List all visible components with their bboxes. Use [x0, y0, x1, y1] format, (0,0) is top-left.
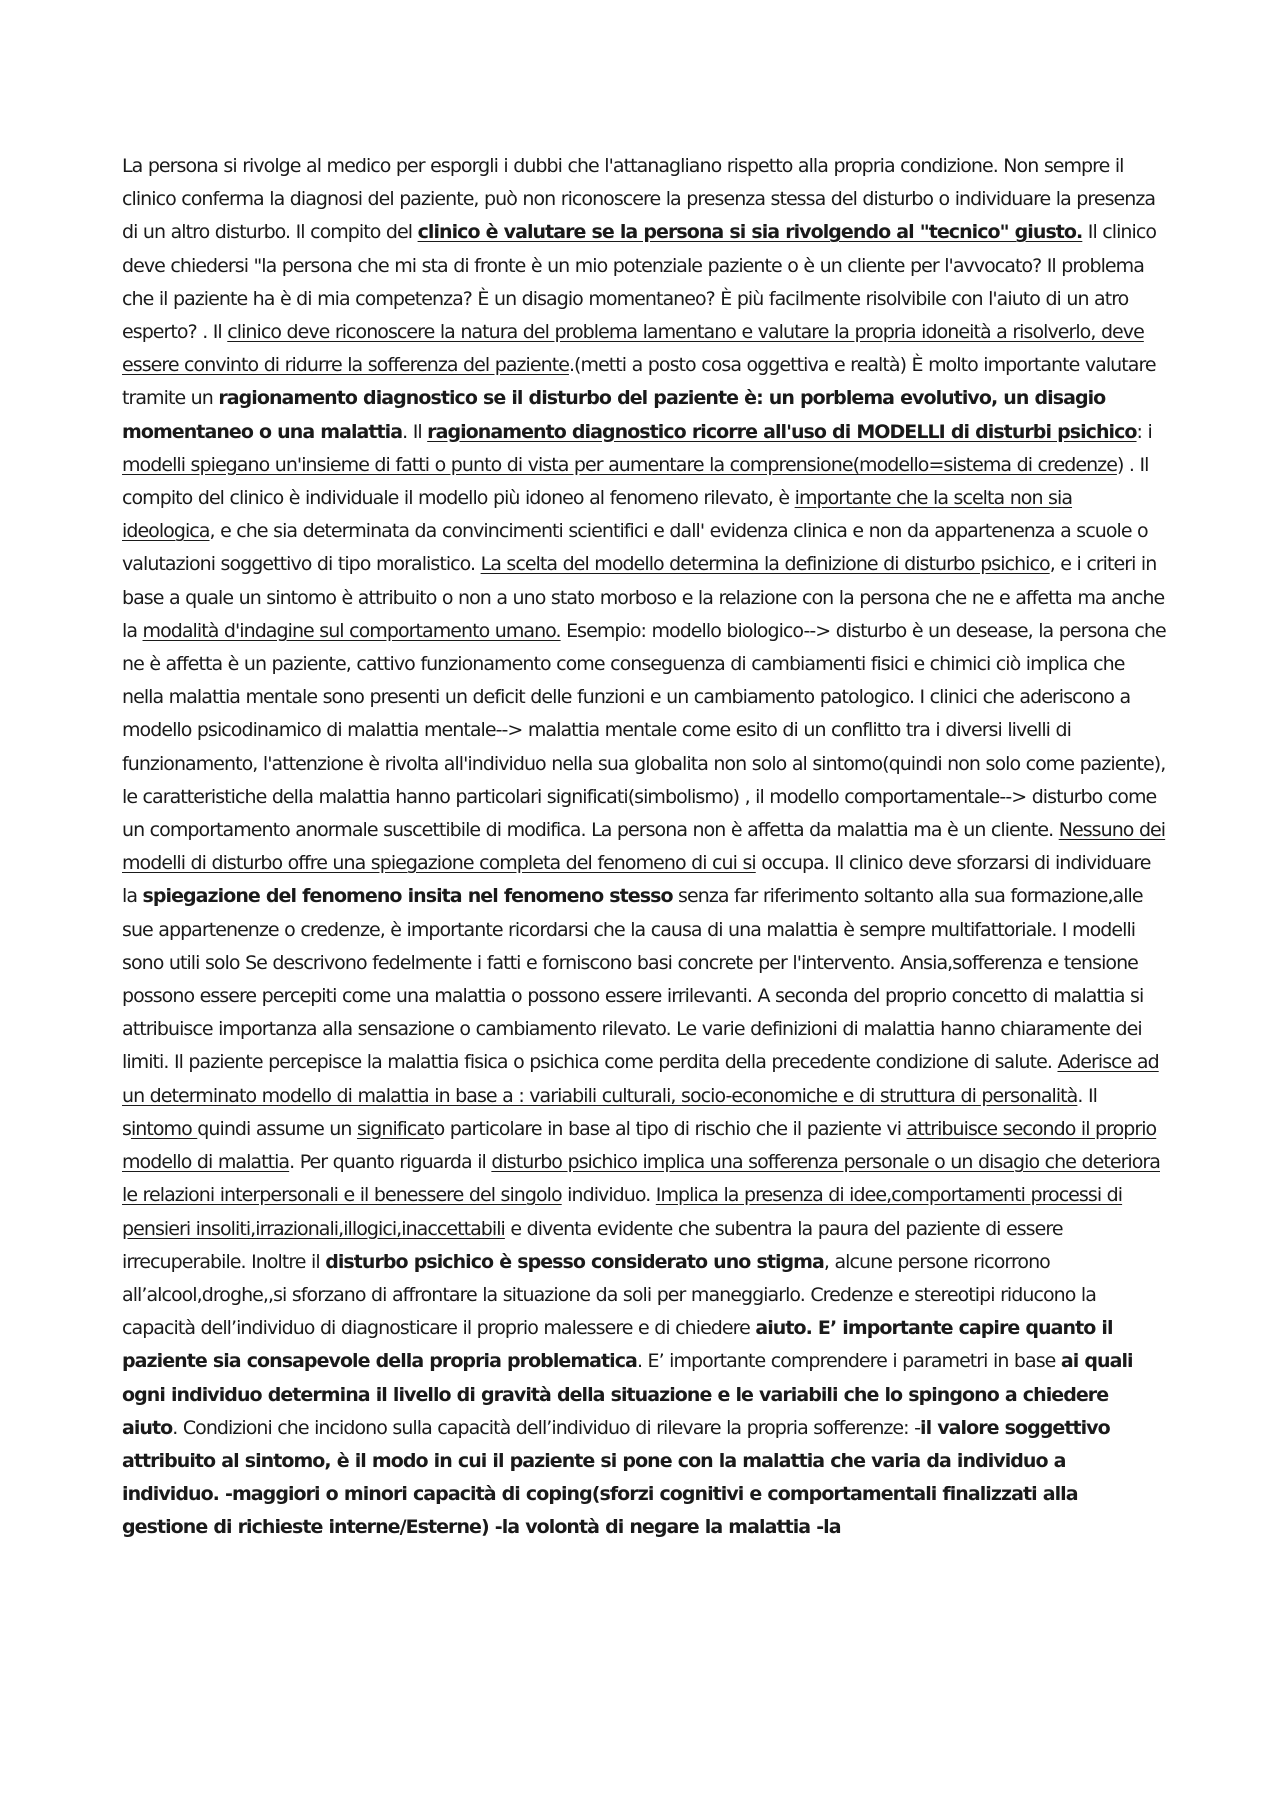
text-run: Il clinico deve chiedersi "la persona che mi sta di fronte è un mio potenziale paziente o è un cliente per l'avvocato? Il problema che il paziente ha è di mia competenza? È un disagio momentaneo? È più facilmente risolvibile con l'aiuto di un atro esperto? . Il — [122, 221, 1157, 344]
underlined-text-run: clinico deve riconoscere la natura del problema lamentano e valutare la propria idoneità a risolverlo, deve essere convinto di ridurre la sofferenza del paziente — [122, 321, 1144, 377]
text-run: La persona si rivolge al medico per esporgli i dubbi che l'attanagliano rispetto alla propria condizione. Non sempre il clinico conferma la diagnosi del paziente, può non riconoscere la presenza stessa del disturbo o individuare la presenza di un altro disturbo. Il compito del — [122, 155, 1156, 244]
text-run: quindi assume un — [197, 1117, 357, 1140]
underlined-text-run: importante che la scelta non sia ideologica — [122, 487, 1073, 543]
underlined-text-run: intomo — [130, 1117, 198, 1140]
body-paragraph — [122, 150, 1168, 1545]
text-run: , e i criteri in base a quale un sintomo è attribuito o non a uno stato morboso e la relazione con la persona che ne e affetta ma anche la — [122, 553, 1165, 642]
text-run: senza far riferimento soltanto alla sua formazione,alle sue appartenenze o credenze, è importante ricordarsi che la causa di una malattia è sempre multifattoriale. I modelli sono utili solo Se descrivono fedelmente i fatti e forniscono basi concrete per l'intervento. Ansia,sofferenza e tensione possono essere percepiti come una malattia o possono essere irrilevanti. A seconda del proprio concetto di malattia si attribuisce importanza alla sensazione o cambiamento rilevato. Le varie definizioni di malattia hanno chiaramente dei limiti. Il paziente percepisce la malattia fisica o psichica come perdita della precedente condizione di salute. — [122, 885, 1144, 1074]
text-run: , e che sia determinata da convincimenti scientifici e dall' evidenza clinica e non da appartenenza a scuole o valutazioni soggettivo di tipo moralistico. — [122, 520, 1148, 576]
bold-text-run: ai quali ogni individuo determina il livello di gravità della situazione e le variabili che lo spingono a chiedere aiuto — [122, 1350, 1133, 1439]
text-run: ) . Il compito del clinico è individuale il modello più idoneo al fenomeno rilevato, è — [122, 453, 1149, 510]
text-run: : i — [1136, 420, 1152, 443]
underlined-text-run: attribuisce secondo il proprio modello di malattia — [122, 1117, 1157, 1174]
text-run: .(metti a posto cosa oggettiva e realtà) È molto importante valutare tramite un — [122, 354, 1156, 410]
text-run: , alcune persone ricorrono all’alcool,droghe,,si sforzano di affrontare la situazione da soli per maneggiarlo. Credenze e stereotipi riducono la capacità dell’individuo di diagnosticare il proprio malessere e di chiedere — [122, 1250, 1096, 1340]
underlined-text-run: disturbo psichico implica una sofferenza personale o un disagio che deteriora le relazioni interpersonali e il benessere del singolo — [122, 1151, 1160, 1207]
underlined-text-run: La scelta del modello determina la definizione di disturbo psichico — [480, 553, 1050, 576]
bold-underlined-text-run: ragionamento diagnostico ricorre all'uso di MODELLI di disturbi psichico — [427, 420, 1137, 443]
underlined-text-run: modelli spiegano un'insieme di fatti o punto di vista per aumentare la comprensione(modello=sistema di credenze — [122, 453, 1117, 476]
underlined-text-run: modalità d'indagine sul comportamento umano. — [142, 619, 561, 642]
text-run: . Il s — [122, 1084, 1097, 1140]
text-run: occupa. Il clinico deve sforzarsi di individuare la — [122, 852, 1151, 908]
underlined-text-run: Aderisce ad un determinato modello di malattia in base a : variabili culturali, socio-economiche e di struttura di personalità — [122, 1051, 1159, 1107]
bold-underlined-text-run: clinico è valutare se la persona si sia rivolgendo al "tecnico" giusto. — [417, 221, 1083, 244]
underlined-text-run: significat — [356, 1117, 434, 1140]
bold-text-run: ragionamento diagnostico se il disturbo del paziente è: un porblema evolutivo, un disagio momentaneo o una malattia — [122, 387, 1106, 443]
bold-text-run: disturbo psichico è spesso considerato uno stigma — [325, 1250, 824, 1273]
text-run: e diventa evidente che subentra la paura del paziente di essere irrecuperabile. Inoltre il — [122, 1217, 1063, 1273]
bold-text-run: aiuto. E’ importante capire quanto il paziente sia consapevole della propria problematica — [122, 1317, 1113, 1373]
bold-text-run: il valore soggettivo attribuito al sintomo, è il modo in cui il paziente si pone con la malattia che varia da individuo a individuo. -maggiori o minori capacità di coping(sforzi cognitivi e comportamentali finalizzati alla gestione di richieste interne/Esterne) -la volontà di negare la malattia -la — [122, 1416, 1110, 1539]
text-run: . Per quanto riguarda il — [289, 1151, 492, 1174]
bold-text-run: spiegazione del fenomeno insita nel fenomeno stesso — [142, 885, 673, 908]
text-run: individuo. — [561, 1184, 656, 1207]
text-run: . Il — [402, 420, 428, 443]
underlined-text-run: Implica la presenza di idee,comportamenti processi di pensieri insoliti,irrazionali,illogici,inaccettabili — [122, 1184, 1123, 1240]
text-run: . Condizioni che incidono sulla capacità dell’individuo di rilevare la propria sofferenze: - — [172, 1416, 921, 1439]
text-run: o particolare in base al tipo di rischio che il paziente vi — [433, 1117, 907, 1140]
text-run: . E’ importante comprendere i parametri in base — [636, 1350, 1061, 1373]
underlined-text-run: Nessuno dei modelli di disturbo offre una spiegazione completa del fenomeno di cui si — [122, 819, 1166, 875]
text-run: Esempio: modello biologico--> disturbo è un desease, la persona che ne è affetta è un paziente, cattivo funzionamento come conseguenza di cambiamenti fisici e chimici ciò implica che nella malattia mentale sono presenti un deficit delle funzioni e un cambiamento patologico. I clinici che aderiscono a modello psicodinamico di malattia mentale--> malattia mentale come esito di un conflitto tra i diversi livelli di funzionamento, l'attenzione è rivolta all'individuo nella sua globalita non solo al sintomo(quindi non solo come paziente), le caratteristiche della malattia hanno particolari significati(simbolismo) , il modello comportamentale--> disturbo come un comportamento anormale suscettibile di modifica. La persona non è affetta da malattia ma è un cliente. — [122, 619, 1166, 842]
